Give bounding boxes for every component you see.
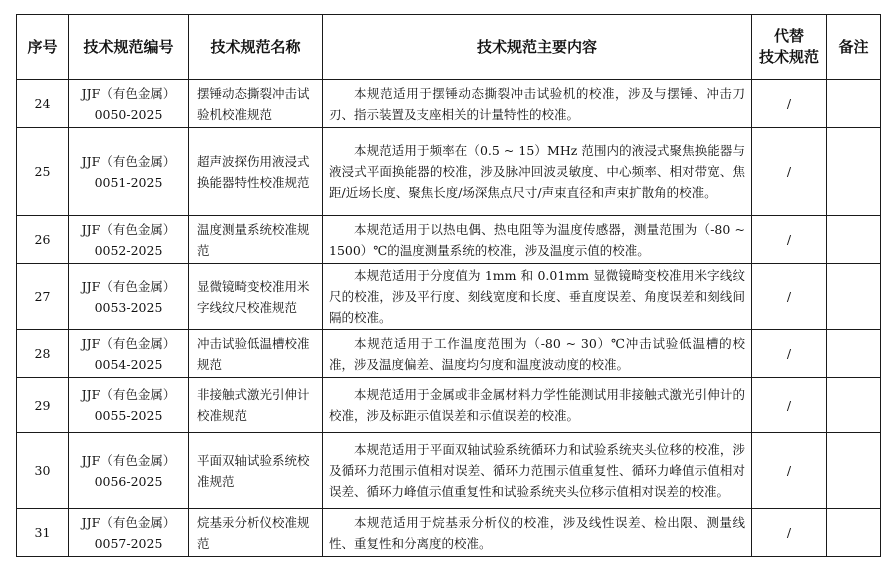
row-remark — [827, 509, 881, 557]
table-row — [17, 330, 881, 378]
row-remark — [827, 378, 881, 433]
row-index: 30 — [17, 433, 69, 509]
row-code-number: 0055-2025 — [94, 408, 163, 423]
header-content: 技术规范主要内容 — [323, 15, 752, 80]
row-index: 25 — [17, 128, 69, 216]
row-remark — [827, 264, 881, 330]
row-code-prefix: JJF（有色金属） — [81, 514, 176, 530]
row-remark — [827, 330, 881, 378]
row-replace: / — [752, 128, 827, 216]
table-row — [17, 509, 881, 557]
row-content-text: 本规范适用于摆锤动态撕裂冲击试验机的校准，涉及与摆锤、冲击刀刃、指示装置及支座相关的计量特性的校准。 — [329, 85, 745, 122]
row-content — [323, 509, 752, 557]
row-replace: / — [752, 378, 827, 433]
row-name: 摆锤动态撕裂冲击试验机校准规范 — [189, 80, 323, 128]
row-code-prefix: JJF（有色金属） — [81, 452, 176, 468]
row-content — [323, 433, 752, 509]
table-row — [17, 433, 881, 509]
header-index: 序号 — [17, 15, 69, 80]
row-code-number: 0054-2025 — [94, 356, 163, 372]
row-code-prefix: JJF（有色金属） — [81, 153, 176, 169]
table-row — [17, 264, 881, 330]
row-index: 28 — [17, 330, 69, 378]
row-code-prefix: JJF（有色金属） — [81, 85, 176, 101]
row-code-number: 0057-2025 — [94, 535, 163, 551]
row-content — [323, 264, 752, 330]
row-content — [323, 80, 752, 128]
row-name: 平面双轴试验系统校准规范 — [189, 433, 323, 509]
row-index: 29 — [17, 378, 69, 433]
row-remark — [827, 80, 881, 128]
row-index: 24 — [17, 80, 69, 128]
row-code-number: 0050-2025 — [94, 106, 163, 122]
row-remark — [827, 216, 881, 264]
row-content — [323, 378, 752, 433]
row-code — [69, 128, 189, 216]
row-content-text: 本规范适用于以热电偶、热电阻等为温度传感器，测量范围为（-80 ~ 1500）℃的温度测量系统的校准，涉及温度示值的校准。 — [329, 221, 745, 258]
header-code: 技术规范编号 — [69, 15, 189, 80]
row-content — [323, 216, 752, 264]
row-content-text: 本规范适用于分度值为 1mm 和 0.01mm 显微镜畸变校准用米字线纹尺的校准，涉及平行度、刻线宽度和长度、垂直度误差、角度误差和刻线间隔的校准。 — [329, 268, 745, 325]
row-code — [69, 433, 189, 509]
row-code-number: 0051-2025 — [94, 174, 163, 190]
row-code — [69, 216, 189, 264]
row-code-number: 0056-2025 — [94, 473, 163, 489]
row-name: 显微镜畸变校准用米字线纹尺校准规范 — [189, 264, 323, 330]
row-replace: / — [752, 80, 827, 128]
row-code — [69, 509, 189, 557]
row-replace: / — [752, 216, 827, 264]
header-replace-line2: 技术规范 — [758, 48, 819, 66]
row-content-text: 本规范适用于频率在（0.5 ~ 15）MHz 范围内的液浸式聚焦换能器与液浸式平面换能器的校准，涉及脉冲回波灵敏度、中心频率、相对带宽、焦距/近场长度、聚焦长度/场深焦点尺寸/声束直径和声束扩散角的校准。 — [329, 143, 745, 200]
row-name: 温度测量系统校准规范 — [189, 216, 323, 264]
row-remark — [827, 433, 881, 509]
row-code — [69, 378, 189, 433]
row-code-prefix: JJF（有色金属） — [81, 335, 176, 351]
row-code — [69, 330, 189, 378]
row-code — [69, 80, 189, 128]
row-name: 烷基汞分析仪校准规范 — [189, 509, 323, 557]
standards-table — [16, 14, 881, 557]
row-content — [323, 330, 752, 378]
row-content-text: 本规范适用于平面双轴试验系统循环力和试验系统夹头位移的校准，涉及循环力范围示值相对误差、循环力范围示值重复性、循环力峰值示值相对误差、循环力峰值示值重复性和试验系统夹头位移示值相对误差的校准。 — [329, 442, 745, 499]
header-replace — [752, 15, 827, 80]
row-name: 超声波探伤用液浸式换能器特性校准规范 — [189, 128, 323, 216]
row-replace: / — [752, 330, 827, 378]
row-replace: / — [752, 433, 827, 509]
header-replace-line1: 代替 — [773, 27, 804, 45]
row-index: 27 — [17, 264, 69, 330]
row-index: 31 — [17, 509, 69, 557]
table-row — [17, 378, 881, 433]
row-code-prefix: JJF（有色金属） — [81, 278, 176, 294]
row-name: 非接触式激光引伸计校准规范 — [189, 378, 323, 433]
row-content-text: 本规范适用于金属或非金属材料力学性能测试用非接触式激光引伸计的校准，涉及标距示值误差和示值误差的校准。 — [329, 387, 745, 423]
row-code-prefix: JJF（有色金属） — [81, 221, 176, 237]
row-replace: / — [752, 509, 827, 557]
row-code-prefix: JJF（有色金属） — [81, 387, 176, 402]
header-remark: 备注 — [827, 15, 881, 80]
row-name: 冲击试验低温槽校准规范 — [189, 330, 323, 378]
header-row — [17, 15, 881, 80]
header-name: 技术规范名称 — [189, 15, 323, 80]
table-row — [17, 216, 881, 264]
row-content-text: 本规范适用于烷基汞分析仪的校准，涉及线性误差、检出限、测量线性、重复性和分离度的校准。 — [329, 514, 745, 551]
row-remark — [827, 128, 881, 216]
row-content — [323, 128, 752, 216]
row-code — [69, 264, 189, 330]
table-row — [17, 128, 881, 216]
table-row — [17, 80, 881, 128]
row-code-number: 0053-2025 — [94, 299, 163, 315]
row-content-text: 本规范适用于工作温度范围为（-80 ~ 30）℃冲击试验低温槽的校准，涉及温度偏差、温度均匀度和温度波动度的校准。 — [329, 335, 745, 372]
row-index: 26 — [17, 216, 69, 264]
row-replace: / — [752, 264, 827, 330]
row-code-number: 0052-2025 — [94, 242, 163, 258]
